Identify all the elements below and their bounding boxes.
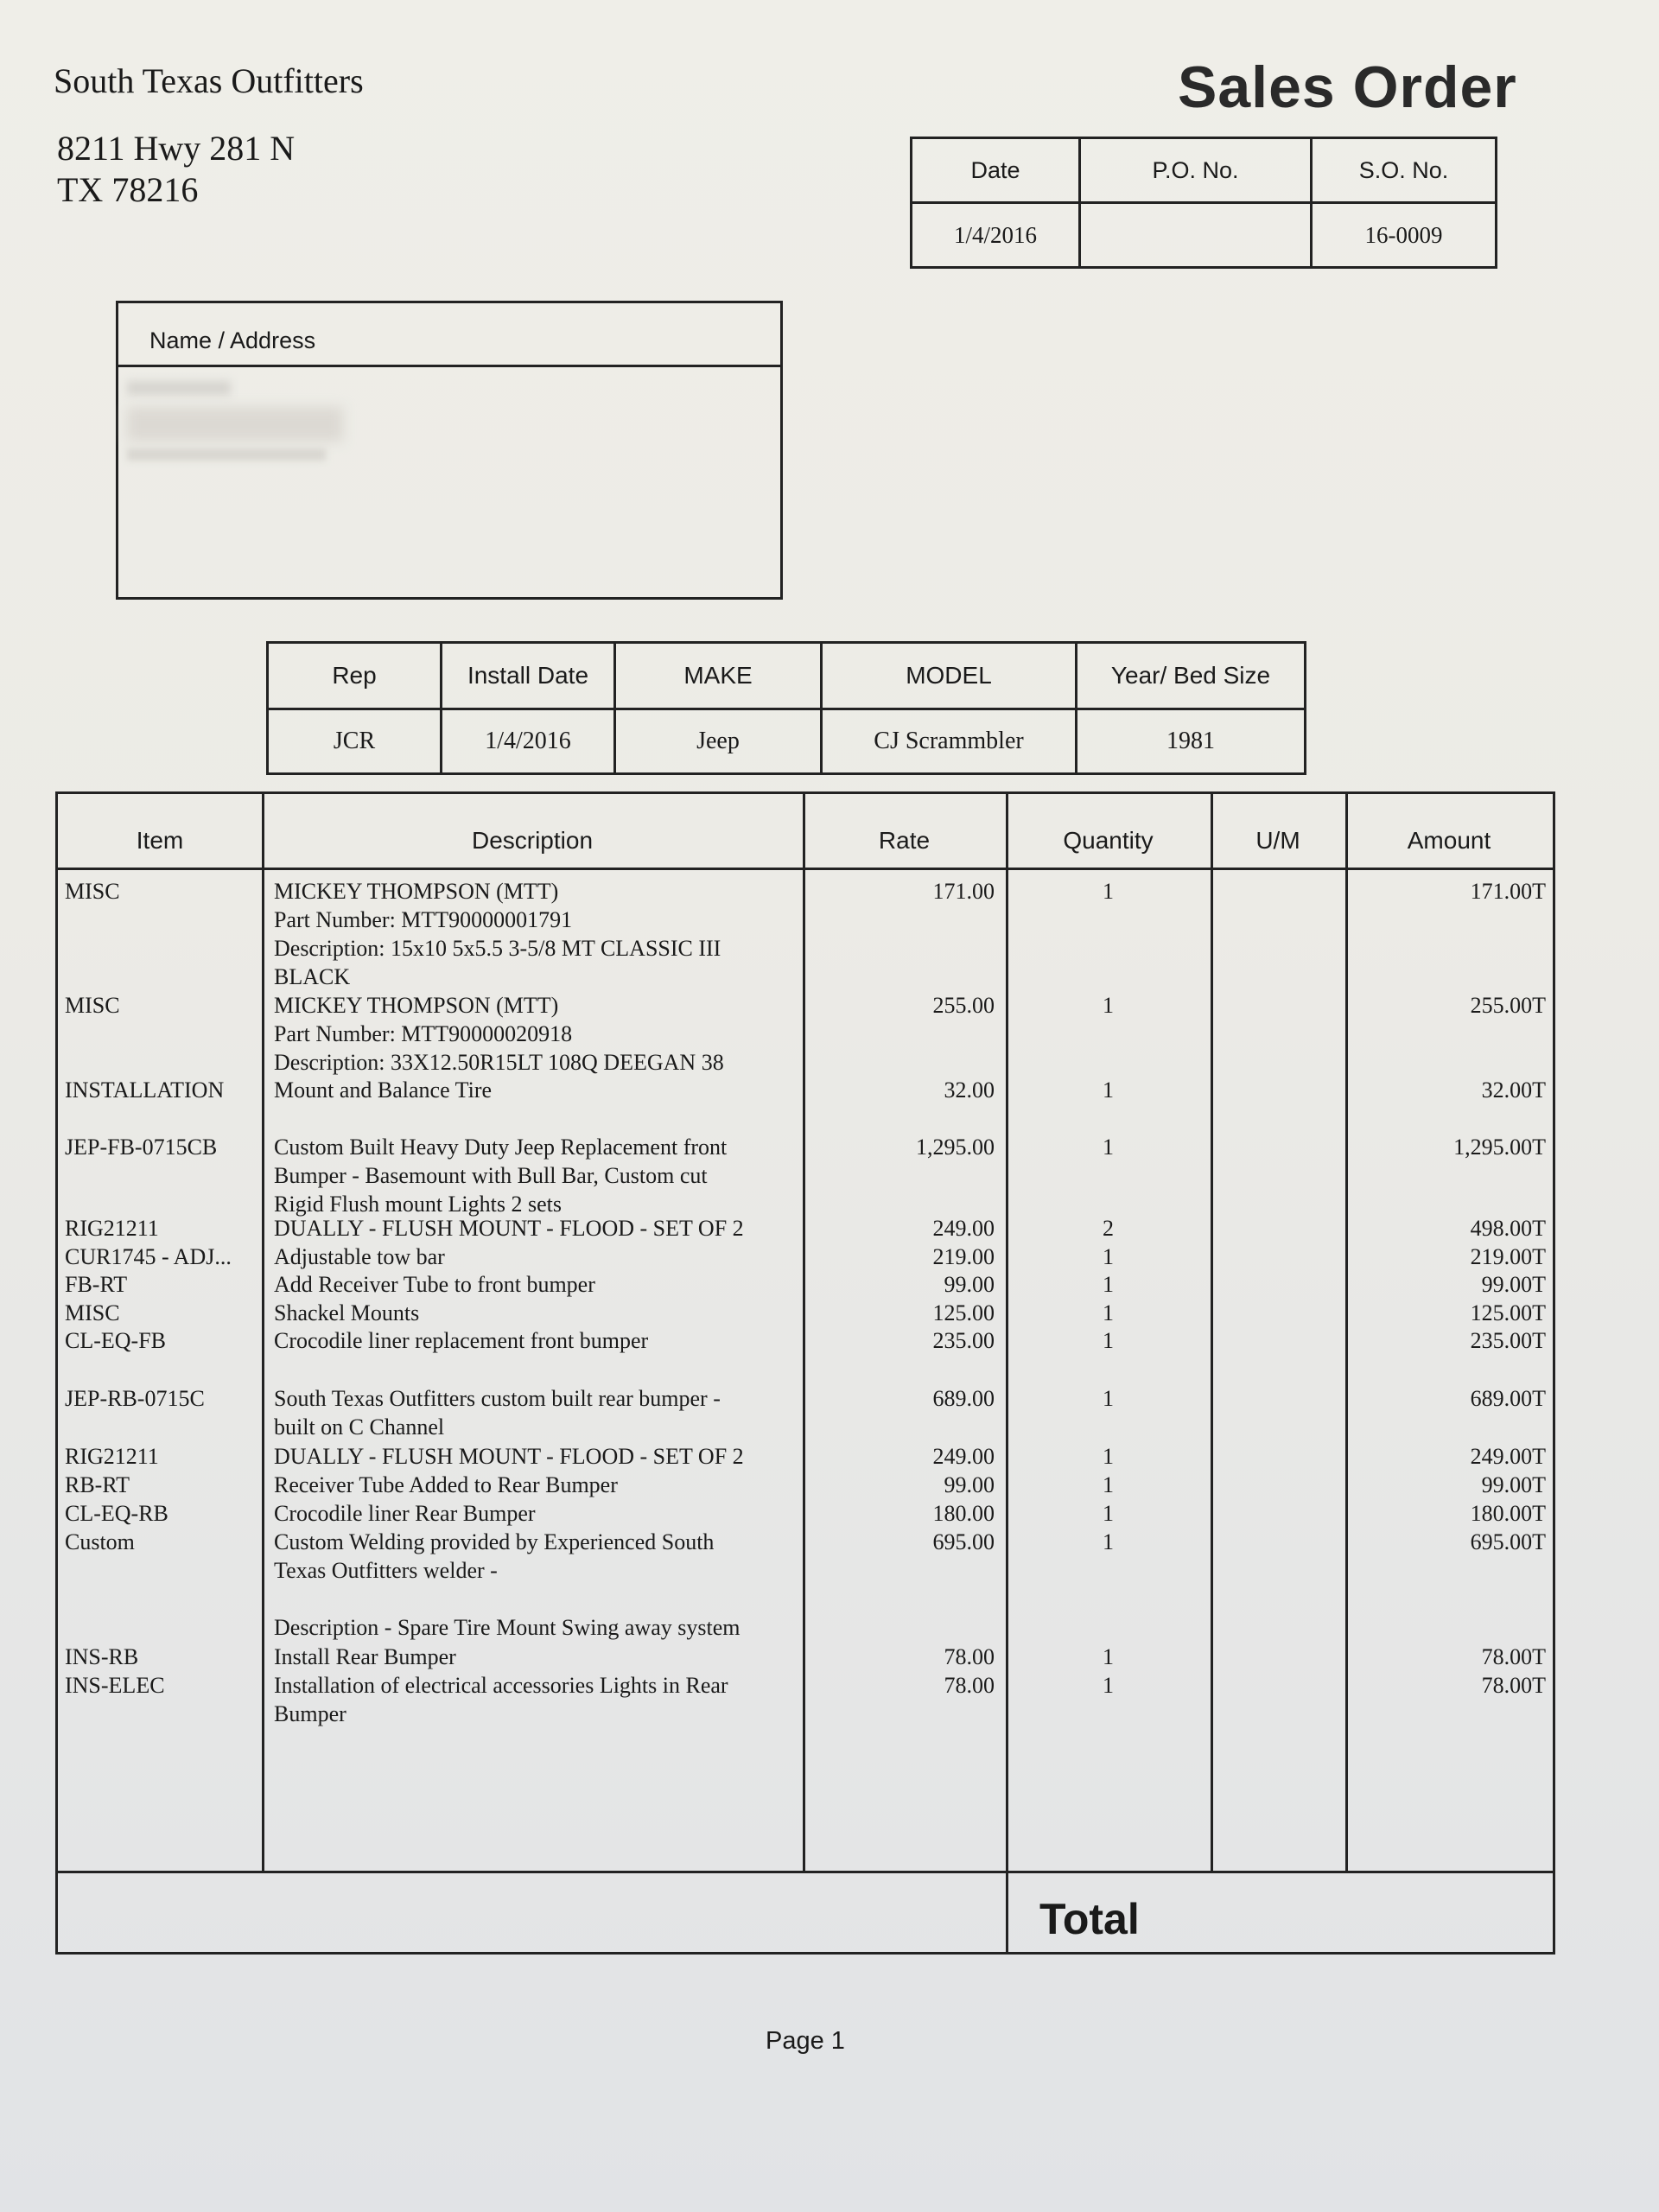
item-description-line: Install Rear Bumper [274, 1644, 456, 1669]
item-quantity: 1 [1103, 1529, 1114, 1554]
rep-value: JCR [268, 709, 442, 774]
item-description-line: Shackel Mounts [274, 1300, 420, 1325]
install-date-header: Install Date [442, 643, 615, 709]
item-description-line: Description: 15x10 5x5.5 3-5/8 MT CLASSIC III [274, 936, 721, 961]
amount-column-header: Amount [1407, 827, 1491, 854]
document-title: Sales Order [1178, 54, 1517, 120]
company-address-line2: TX 78216 [57, 170, 199, 209]
item-description-line: Bumper - Basemount with Bull Bar, Custom cut [274, 1163, 708, 1188]
item-quantity: 1 [1103, 1501, 1114, 1526]
item-amount: 180.00T [1470, 1501, 1546, 1526]
rate-column-header: Rate [878, 827, 931, 854]
redacted-address [127, 407, 343, 442]
column-divider [1211, 794, 1213, 1871]
item-quantity: 1 [1103, 993, 1114, 1018]
column-divider [262, 794, 264, 1871]
item-quantity: 1 [1103, 1673, 1114, 1698]
item-rate: 32.00 [944, 1077, 995, 1103]
order-date: 1/4/2016 [912, 203, 1080, 268]
total-label: Total [1039, 1895, 1140, 1943]
item-description-line: DUALLY - FLUSH MOUNT - FLOOD - SET OF 2 [274, 1216, 744, 1241]
item-quantity: 1 [1103, 1077, 1114, 1103]
column-divider [1006, 1873, 1008, 1955]
item-code: JEP-FB-0715CB [65, 1135, 218, 1160]
name-address-label: Name / Address [118, 303, 780, 367]
item-description-line: Custom Built Heavy Duty Jeep Replacement front [274, 1135, 728, 1160]
item-code: MISC [65, 993, 120, 1018]
make-header: MAKE [615, 643, 822, 709]
page-number: Page 1 [766, 2027, 845, 2055]
item-quantity: 1 [1103, 879, 1114, 904]
item-description-line: MICKEY THOMPSON (MTT) [274, 879, 559, 904]
item-code: CL-EQ-FB [65, 1328, 166, 1353]
item-quantity: 1 [1103, 1272, 1114, 1297]
item-description-line: built on C Channel [274, 1414, 445, 1440]
item-description-line: Crocodile liner replacement front bumper [274, 1328, 649, 1353]
redacted-city [127, 448, 326, 461]
item-description-line: Part Number: MTT90000001791 [274, 907, 573, 932]
item-amount: 1,295.00T [1453, 1135, 1546, 1160]
item-quantity: 2 [1103, 1216, 1114, 1241]
item-rate: 249.00 [932, 1444, 995, 1469]
item-code: MISC [65, 1300, 120, 1325]
item-amount: 695.00T [1470, 1529, 1546, 1554]
item-description-line: DUALLY - FLUSH MOUNT - FLOOD - SET OF 2 [274, 1444, 744, 1469]
item-code: JEP-RB-0715C [65, 1386, 205, 1411]
item-amount: 99.00T [1481, 1472, 1546, 1497]
item-code: RB-RT [65, 1472, 130, 1497]
item-description-line: South Texas Outfitters custom built rear bumper - [274, 1386, 721, 1411]
company-name: South Texas Outfitters [54, 61, 364, 100]
item-quantity: 1 [1103, 1244, 1114, 1269]
description-column-header: Description [471, 827, 594, 854]
model-header: MODEL [822, 643, 1077, 709]
item-rate: 1,295.00 [916, 1135, 995, 1160]
item-amount: 235.00T [1470, 1328, 1546, 1353]
po-number [1080, 203, 1312, 268]
item-amount: 498.00T [1470, 1216, 1546, 1241]
item-description-line: Mount and Balance Tire [274, 1077, 493, 1103]
year-header: Year/ Bed Size [1077, 643, 1306, 709]
item-code: RIG21211 [65, 1216, 159, 1241]
item-quantity: 1 [1103, 1472, 1114, 1497]
item-amount: 78.00T [1481, 1644, 1546, 1669]
item-rate: 99.00 [944, 1272, 995, 1297]
item-description-line: MICKEY THOMPSON (MTT) [274, 993, 559, 1018]
install-date-value: 1/4/2016 [442, 709, 615, 774]
item-amount: 78.00T [1481, 1673, 1546, 1698]
item-amount: 32.00T [1481, 1077, 1546, 1103]
item-code: FB-RT [65, 1272, 128, 1297]
item-code: Custom [65, 1529, 135, 1554]
item-rate: 99.00 [944, 1472, 995, 1497]
item-quantity: 1 [1103, 1444, 1114, 1469]
item-column-header: Item [136, 827, 184, 854]
item-quantity: 1 [1103, 1135, 1114, 1160]
item-quantity: 1 [1103, 1386, 1114, 1411]
item-code: RIG21211 [65, 1444, 159, 1469]
item-amount: 219.00T [1470, 1244, 1546, 1269]
quantity-column-header: Quantity [1063, 827, 1154, 854]
redacted-name [127, 381, 231, 395]
item-description-line: Receiver Tube Added to Rear Bumper [274, 1472, 618, 1497]
item-quantity: 1 [1103, 1328, 1114, 1353]
item-amount: 125.00T [1470, 1300, 1546, 1325]
line-items-table [55, 791, 1555, 1955]
item-quantity: 1 [1103, 1644, 1114, 1669]
year-value: 1981 [1077, 709, 1306, 774]
item-description-line: Custom Welding provided by Experienced South [274, 1529, 715, 1554]
po-header: P.O. No. [1080, 138, 1312, 203]
date-header: Date [912, 138, 1080, 203]
item-description-line: Rigid Flush mount Lights 2 sets [274, 1192, 562, 1217]
item-rate: 219.00 [932, 1244, 995, 1269]
model-value: CJ Scrammbler [822, 709, 1077, 774]
item-rate: 235.00 [932, 1328, 995, 1353]
item-rate: 125.00 [932, 1300, 995, 1325]
so-number: 16-0009 [1312, 203, 1497, 268]
rep-header: Rep [268, 643, 442, 709]
item-code: CL-EQ-RB [65, 1501, 168, 1526]
item-rate: 695.00 [932, 1529, 995, 1554]
vehicle-info-table [266, 641, 1306, 775]
item-amount: 249.00T [1470, 1444, 1546, 1469]
make-value: Jeep [615, 709, 822, 774]
company-address-line1: 8211 Hwy 281 N [57, 129, 296, 168]
item-code: INSTALLATION [65, 1077, 225, 1103]
item-rate: 78.00 [944, 1673, 995, 1698]
item-code: INS-RB [65, 1644, 139, 1669]
total-row [58, 1871, 1553, 1955]
item-description-line: Installation of electrical accessories Lights in Rear [274, 1673, 728, 1698]
item-rate: 171.00 [932, 879, 995, 904]
item-quantity: 1 [1103, 1300, 1114, 1325]
item-description-line: Texas Outfitters welder - [274, 1558, 498, 1583]
item-amount: 255.00T [1470, 993, 1546, 1018]
item-description-line: Description: 33X12.50R15LT 108Q DEEGAN 38 [274, 1050, 724, 1075]
item-code: INS-ELEC [65, 1673, 165, 1698]
item-amount: 99.00T [1481, 1272, 1546, 1297]
item-rate: 255.00 [932, 993, 995, 1018]
item-description-line: Bumper [274, 1701, 346, 1726]
name-address-box [116, 301, 783, 600]
item-code: MISC [65, 879, 120, 904]
item-description-line: Part Number: MTT90000020918 [274, 1021, 573, 1046]
item-description-line: BLACK [274, 964, 351, 989]
so-header: S.O. No. [1312, 138, 1497, 203]
item-amount: 171.00T [1470, 879, 1546, 904]
order-info-table [910, 137, 1497, 269]
item-description-line: Description - Spare Tire Mount Swing away system [274, 1615, 741, 1640]
item-description-line: Crocodile liner Rear Bumper [274, 1501, 536, 1526]
item-rate: 78.00 [944, 1644, 995, 1669]
item-rate: 180.00 [932, 1501, 995, 1526]
item-code: CUR1745 - ADJ... [65, 1244, 232, 1269]
item-description-line: Add Receiver Tube to front bumper [274, 1272, 595, 1297]
um-column-header: U/M [1255, 827, 1300, 854]
item-description-line: Adjustable tow bar [274, 1244, 445, 1269]
item-rate: 249.00 [932, 1216, 995, 1241]
item-rate: 689.00 [932, 1386, 995, 1411]
item-amount: 689.00T [1470, 1386, 1546, 1411]
